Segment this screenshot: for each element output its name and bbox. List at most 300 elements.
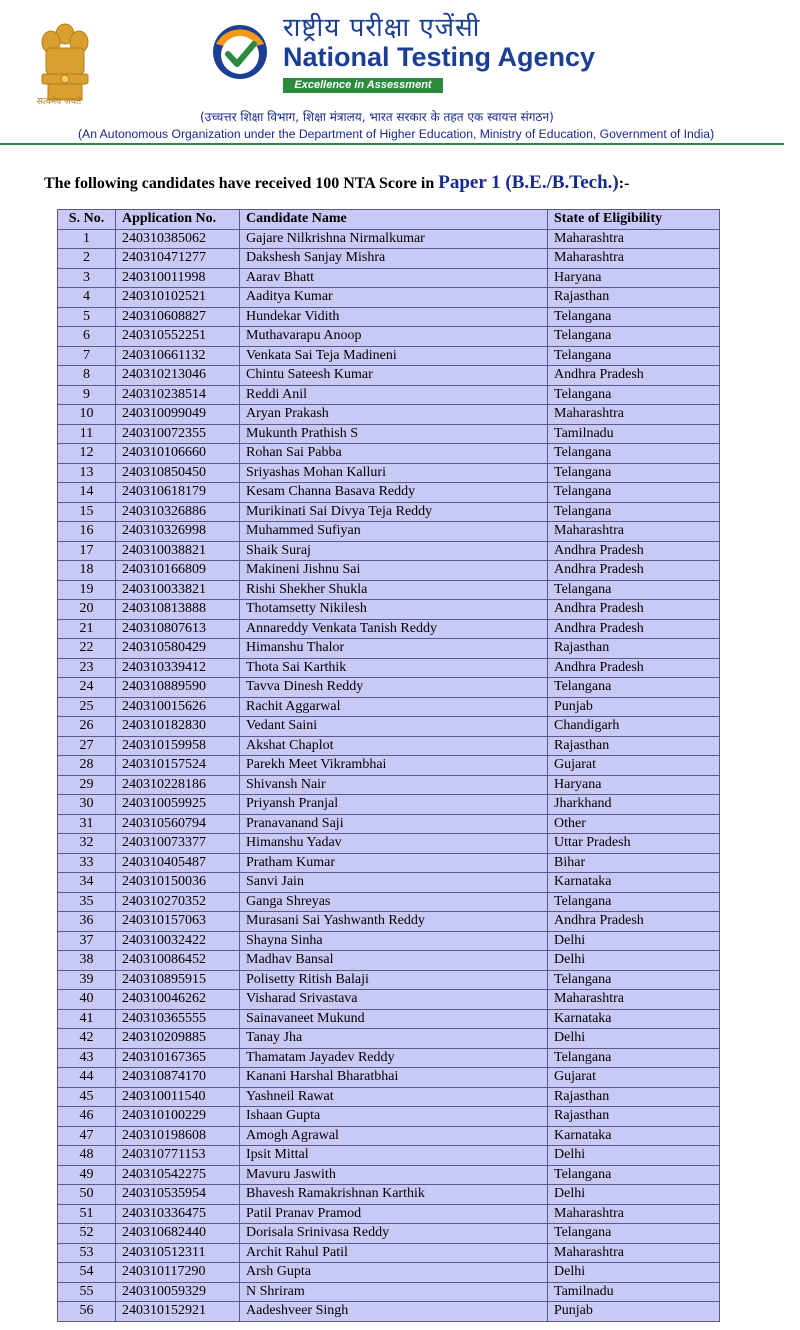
cell-state: Telangana [548, 327, 720, 347]
cell-application-no: 240310542275 [116, 1165, 240, 1185]
cell-application-no: 240310850450 [116, 463, 240, 483]
cell-sno: 31 [58, 814, 116, 834]
cell-state: Telangana [548, 307, 720, 327]
table-row [58, 1165, 720, 1185]
agency-name-english: National Testing Agency [283, 42, 596, 72]
cell-sno: 16 [58, 522, 116, 542]
table-row [58, 697, 720, 717]
table-row [58, 775, 720, 795]
cell-candidate-name: Himanshu Yadav [240, 834, 548, 854]
cell-state: Rajasthan [548, 288, 720, 308]
cell-sno: 51 [58, 1204, 116, 1224]
table-row [58, 951, 720, 971]
cell-application-no: 240310167365 [116, 1048, 240, 1068]
cell-candidate-name: Chintu Sateesh Kumar [240, 366, 548, 386]
cell-sno: 30 [58, 795, 116, 815]
cell-candidate-name: Kanani Harshal Bharatbhai [240, 1068, 548, 1088]
cell-application-no: 240310512311 [116, 1243, 240, 1263]
cell-sno: 42 [58, 1029, 116, 1049]
table-row [58, 1087, 720, 1107]
page-heading [44, 172, 784, 194]
cell-candidate-name: Dorisala Srinivasa Reddy [240, 1224, 548, 1244]
cell-candidate-name: Murikinati Sai Divya Teja Reddy [240, 502, 548, 522]
column-header-candidate-name: Candidate Name [240, 210, 548, 230]
cell-application-no: 240310073377 [116, 834, 240, 854]
cell-application-no: 240310159958 [116, 736, 240, 756]
cell-application-no: 240310771153 [116, 1146, 240, 1166]
table-row [58, 385, 720, 405]
cell-application-no: 240310033821 [116, 580, 240, 600]
cell-application-no: 240310152921 [116, 1302, 240, 1322]
cell-state: Telangana [548, 463, 720, 483]
table-row [58, 522, 720, 542]
cell-sno: 4 [58, 288, 116, 308]
cell-application-no: 240310238514 [116, 385, 240, 405]
cell-application-no: 240310552251 [116, 327, 240, 347]
cell-application-no: 240310618179 [116, 483, 240, 503]
cell-state: Andhra Pradesh [548, 619, 720, 639]
table-row [58, 1302, 720, 1322]
cell-state: Telangana [548, 892, 720, 912]
table-row [58, 892, 720, 912]
cell-application-no: 240310015626 [116, 697, 240, 717]
cell-candidate-name: Murasani Sai Yashwanth Reddy [240, 912, 548, 932]
cell-application-no: 240310336475 [116, 1204, 240, 1224]
cell-candidate-name: Patil Pranav Pramod [240, 1204, 548, 1224]
cell-candidate-name: Rohan Sai Pabba [240, 444, 548, 464]
cell-state: Telangana [548, 483, 720, 503]
cell-sno: 56 [58, 1302, 116, 1322]
cell-state: Telangana [548, 1224, 720, 1244]
table-body [58, 229, 720, 1321]
table-row [58, 249, 720, 269]
cell-sno: 21 [58, 619, 116, 639]
cell-sno: 54 [58, 1263, 116, 1283]
table-row [58, 658, 720, 678]
cell-application-no: 240310228186 [116, 775, 240, 795]
cell-state: Maharashtra [548, 405, 720, 425]
cell-application-no: 240310157063 [116, 912, 240, 932]
table-row [58, 268, 720, 288]
cell-sno: 20 [58, 600, 116, 620]
cell-candidate-name: Thamatam Jayadev Reddy [240, 1048, 548, 1068]
table-row [58, 873, 720, 893]
table-row [58, 1107, 720, 1127]
cell-candidate-name: Himanshu Thalor [240, 639, 548, 659]
cell-sno: 23 [58, 658, 116, 678]
cell-application-no: 240310807613 [116, 619, 240, 639]
table-row [58, 834, 720, 854]
cell-sno: 37 [58, 931, 116, 951]
cell-sno: 29 [58, 775, 116, 795]
cell-sno: 6 [58, 327, 116, 347]
table-row [58, 756, 720, 776]
cell-state: Telangana [548, 580, 720, 600]
cell-candidate-name: Aaditya Kumar [240, 288, 548, 308]
table-row [58, 1126, 720, 1146]
table-row [58, 1204, 720, 1224]
cell-candidate-name: Parekh Meet Vikrambhai [240, 756, 548, 776]
table-row [58, 1009, 720, 1029]
header-divider [0, 143, 784, 145]
cell-state: Chandigarh [548, 717, 720, 737]
cell-state: Gujarat [548, 1068, 720, 1088]
cell-state: Tamilnadu [548, 1282, 720, 1302]
cell-application-no: 240310100229 [116, 1107, 240, 1127]
table-row [58, 580, 720, 600]
column-header-application-no: Application No. [116, 210, 240, 230]
table-row [58, 795, 720, 815]
column-header-sno: S. No. [58, 210, 116, 230]
cell-candidate-name: Vedant Saini [240, 717, 548, 737]
agency-tagline: Excellence in Assessment [283, 78, 443, 93]
cell-candidate-name: Ganga Shreyas [240, 892, 548, 912]
cell-candidate-name: Shivansh Nair [240, 775, 548, 795]
table-row [58, 444, 720, 464]
cell-candidate-name: Amogh Agrawal [240, 1126, 548, 1146]
cell-application-no: 240310102521 [116, 288, 240, 308]
cell-sno: 17 [58, 541, 116, 561]
cell-state: Punjab [548, 697, 720, 717]
cell-candidate-name: Sriyashas Mohan Kalluri [240, 463, 548, 483]
cell-application-no: 240310560794 [116, 814, 240, 834]
cell-sno: 25 [58, 697, 116, 717]
cell-sno: 22 [58, 639, 116, 659]
table-row [58, 424, 720, 444]
cell-candidate-name: Venkata Sai Teja Madineni [240, 346, 548, 366]
table-row [58, 561, 720, 581]
cell-sno: 10 [58, 405, 116, 425]
cell-state: Maharashtra [548, 1243, 720, 1263]
table-row [58, 1029, 720, 1049]
cell-application-no: 240310166809 [116, 561, 240, 581]
table-row [58, 600, 720, 620]
cell-application-no: 240310580429 [116, 639, 240, 659]
cell-candidate-name: Rachit Aggarwal [240, 697, 548, 717]
cell-sno: 3 [58, 268, 116, 288]
table-row [58, 307, 720, 327]
cell-sno: 8 [58, 366, 116, 386]
cell-sno: 36 [58, 912, 116, 932]
cell-state: Delhi [548, 951, 720, 971]
cell-application-no: 240310326886 [116, 502, 240, 522]
table-row [58, 346, 720, 366]
cell-candidate-name: Makineni Jishnu Sai [240, 561, 548, 581]
cell-sno: 27 [58, 736, 116, 756]
cell-sno: 48 [58, 1146, 116, 1166]
cell-state: Delhi [548, 1185, 720, 1205]
cell-application-no: 240310385062 [116, 229, 240, 249]
cell-sno: 19 [58, 580, 116, 600]
cell-application-no: 240310182830 [116, 717, 240, 737]
table-row [58, 288, 720, 308]
table-row [58, 405, 720, 425]
cell-application-no: 240310535954 [116, 1185, 240, 1205]
cell-state: Maharashtra [548, 522, 720, 542]
cell-application-no: 240310198608 [116, 1126, 240, 1146]
cell-state: Maharashtra [548, 249, 720, 269]
cell-sno: 7 [58, 346, 116, 366]
cell-state: Telangana [548, 678, 720, 698]
cell-candidate-name: Arsh Gupta [240, 1263, 548, 1283]
cell-candidate-name: Yashneil Rawat [240, 1087, 548, 1107]
table-row [58, 1243, 720, 1263]
cell-application-no: 240310365555 [116, 1009, 240, 1029]
cell-candidate-name: Aarav Bhatt [240, 268, 548, 288]
table-row [58, 1185, 720, 1205]
cell-application-no: 240310682440 [116, 1224, 240, 1244]
cell-application-no: 240310150036 [116, 873, 240, 893]
cell-application-no: 240310059925 [116, 795, 240, 815]
cell-application-no: 240310661132 [116, 346, 240, 366]
cell-candidate-name: Akshat Chaplot [240, 736, 548, 756]
cell-candidate-name: Polisetty Ritish Balaji [240, 970, 548, 990]
cell-application-no: 240310106660 [116, 444, 240, 464]
cell-state: Other [548, 814, 720, 834]
cell-sno: 35 [58, 892, 116, 912]
cell-sno: 41 [58, 1009, 116, 1029]
cell-candidate-name: Shaik Suraj [240, 541, 548, 561]
cell-candidate-name: Sanvi Jain [240, 873, 548, 893]
cell-state: Punjab [548, 1302, 720, 1322]
cell-candidate-name: Archit Rahul Patil [240, 1243, 548, 1263]
cell-sno: 55 [58, 1282, 116, 1302]
cell-sno: 47 [58, 1126, 116, 1146]
cell-state: Tamilnadu [548, 424, 720, 444]
cell-state: Maharashtra [548, 229, 720, 249]
cell-state: Telangana [548, 346, 720, 366]
cell-candidate-name: Mukunth Prathish S [240, 424, 548, 444]
cell-sno: 28 [58, 756, 116, 776]
cell-application-no: 240310032422 [116, 931, 240, 951]
cell-state: Uttar Pradesh [548, 834, 720, 854]
cell-candidate-name: Madhav Bansal [240, 951, 548, 971]
cell-sno: 5 [58, 307, 116, 327]
cell-candidate-name: Thotamsetty Nikilesh [240, 600, 548, 620]
cell-sno: 26 [58, 717, 116, 737]
table-row [58, 970, 720, 990]
page-header [0, 0, 800, 150]
cell-candidate-name: Pranavanand Saji [240, 814, 548, 834]
cell-state: Telangana [548, 970, 720, 990]
cell-candidate-name: Ishaan Gupta [240, 1107, 548, 1127]
cell-application-no: 240310895915 [116, 970, 240, 990]
cell-sno: 14 [58, 483, 116, 503]
cell-sno: 49 [58, 1165, 116, 1185]
table-row [58, 1048, 720, 1068]
cell-state: Rajasthan [548, 639, 720, 659]
table-row [58, 678, 720, 698]
cell-state: Delhi [548, 1263, 720, 1283]
cell-application-no: 240310157524 [116, 756, 240, 776]
cell-sno: 34 [58, 873, 116, 893]
cell-application-no: 240310213046 [116, 366, 240, 386]
cell-application-no: 240310471277 [116, 249, 240, 269]
cell-sno: 2 [58, 249, 116, 269]
cell-state: Karnataka [548, 873, 720, 893]
cell-sno: 15 [58, 502, 116, 522]
table-row [58, 1068, 720, 1088]
cell-candidate-name: Annareddy Venkata Tanish Reddy [240, 619, 548, 639]
cell-state: Delhi [548, 1146, 720, 1166]
cell-candidate-name: Dakshesh Sanjay Mishra [240, 249, 548, 269]
cell-candidate-name: Hundekar Vidith [240, 307, 548, 327]
cell-state: Andhra Pradesh [548, 366, 720, 386]
table-row [58, 931, 720, 951]
cell-sno: 13 [58, 463, 116, 483]
cell-candidate-name: Sainavaneet Mukund [240, 1009, 548, 1029]
cell-application-no: 240310874170 [116, 1068, 240, 1088]
table-row [58, 912, 720, 932]
cell-application-no: 240310117290 [116, 1263, 240, 1283]
cell-candidate-name: Rishi Shekher Shukla [240, 580, 548, 600]
cell-sno: 43 [58, 1048, 116, 1068]
cell-application-no: 240310059329 [116, 1282, 240, 1302]
cell-candidate-name: Mavuru Jaswith [240, 1165, 548, 1185]
table-row [58, 1282, 720, 1302]
cell-application-no: 240310326998 [116, 522, 240, 542]
cell-sno: 50 [58, 1185, 116, 1205]
table-row [58, 463, 720, 483]
table-row [58, 619, 720, 639]
cell-state: Andhra Pradesh [548, 658, 720, 678]
table-row [58, 541, 720, 561]
cell-state: Karnataka [548, 1009, 720, 1029]
cell-sno: 45 [58, 1087, 116, 1107]
cell-candidate-name: Tanay Jha [240, 1029, 548, 1049]
cell-state: Telangana [548, 385, 720, 405]
cell-application-no: 240310099049 [116, 405, 240, 425]
cell-candidate-name: Bhavesh Ramakrishnan Karthik [240, 1185, 548, 1205]
heading-prefix: The following candidates have received 100 NTA Score in [44, 175, 439, 192]
cell-state: Rajasthan [548, 736, 720, 756]
cell-candidate-name: Thota Sai Karthik [240, 658, 548, 678]
table-row [58, 483, 720, 503]
table-row [58, 990, 720, 1010]
table-row [58, 1146, 720, 1166]
heading-suffix: :- [618, 175, 630, 192]
table-row [58, 639, 720, 659]
cell-application-no: 240310608827 [116, 307, 240, 327]
cell-state: Andhra Pradesh [548, 561, 720, 581]
cell-candidate-name: Tavva Dinesh Reddy [240, 678, 548, 698]
cell-state: Gujarat [548, 756, 720, 776]
emblem-motto: सत्यमेव जयते [36, 97, 82, 107]
cell-sno: 18 [58, 561, 116, 581]
cell-application-no: 240310038821 [116, 541, 240, 561]
table-row [58, 853, 720, 873]
cell-candidate-name: Muthavarapu Anoop [240, 327, 548, 347]
cell-state: Haryana [548, 268, 720, 288]
cell-application-no: 240310270352 [116, 892, 240, 912]
cell-sno: 32 [58, 834, 116, 854]
cell-sno: 39 [58, 970, 116, 990]
cell-state: Andhra Pradesh [548, 912, 720, 932]
column-header-state: State of Eligibility [548, 210, 720, 230]
heading-paper: Paper 1 (B.E./B.Tech.) [438, 172, 619, 193]
cell-state: Maharashtra [548, 990, 720, 1010]
subtitle-english: (An Autonomous Organization under the Department of Higher Education, Ministry of Education, Government of India) [78, 127, 715, 141]
cell-candidate-name: Aryan Prakash [240, 405, 548, 425]
table-row [58, 717, 720, 737]
cell-candidate-name: Reddi Anil [240, 385, 548, 405]
table-row [58, 229, 720, 249]
cell-sno: 33 [58, 853, 116, 873]
cell-application-no: 240310813888 [116, 600, 240, 620]
cell-state: Bihar [548, 853, 720, 873]
cell-application-no: 240310339412 [116, 658, 240, 678]
cell-application-no: 240310889590 [116, 678, 240, 698]
cell-state: Rajasthan [548, 1087, 720, 1107]
cell-state: Rajasthan [548, 1107, 720, 1127]
cell-sno: 46 [58, 1107, 116, 1127]
cell-sno: 24 [58, 678, 116, 698]
cell-candidate-name: Priyansh Pranjal [240, 795, 548, 815]
cell-state: Andhra Pradesh [548, 541, 720, 561]
cell-state: Karnataka [548, 1126, 720, 1146]
cell-application-no: 240310046262 [116, 990, 240, 1010]
cell-state: Telangana [548, 444, 720, 464]
table-row [58, 1263, 720, 1283]
cell-candidate-name: Visharad Srivastava [240, 990, 548, 1010]
cell-sno: 38 [58, 951, 116, 971]
cell-state: Maharashtra [548, 1204, 720, 1224]
results-table-container [57, 209, 719, 1322]
cell-state: Haryana [548, 775, 720, 795]
cell-sno: 11 [58, 424, 116, 444]
cell-candidate-name: Pratham Kumar [240, 853, 548, 873]
table-row [58, 502, 720, 522]
agency-name-hindi: राष्ट्रीय परीक्षा एजेंसी [283, 13, 481, 43]
cell-sno: 1 [58, 229, 116, 249]
cell-candidate-name: Ipsit Mittal [240, 1146, 548, 1166]
table-row [58, 736, 720, 756]
cell-sno: 44 [58, 1068, 116, 1088]
cell-state: Delhi [548, 931, 720, 951]
cell-application-no: 240310011540 [116, 1087, 240, 1107]
cell-candidate-name: Gajare Nilkrishna Nirmalkumar [240, 229, 548, 249]
cell-state: Delhi [548, 1029, 720, 1049]
table-row [58, 366, 720, 386]
cell-application-no: 240310072355 [116, 424, 240, 444]
cell-candidate-name: Shayna Sinha [240, 931, 548, 951]
cell-candidate-name: Muhammed Sufiyan [240, 522, 548, 542]
cell-sno: 40 [58, 990, 116, 1010]
cell-application-no: 240310405487 [116, 853, 240, 873]
cell-candidate-name: Kesam Channa Basava Reddy [240, 483, 548, 503]
cell-sno: 52 [58, 1224, 116, 1244]
table-row [58, 1224, 720, 1244]
table-row [58, 814, 720, 834]
cell-candidate-name: Aadeshveer Singh [240, 1302, 548, 1322]
cell-state: Andhra Pradesh [548, 600, 720, 620]
cell-application-no: 240310086452 [116, 951, 240, 971]
cell-state: Telangana [548, 1165, 720, 1185]
table-row [58, 327, 720, 347]
cell-application-no: 240310209885 [116, 1029, 240, 1049]
cell-sno: 12 [58, 444, 116, 464]
subtitle-hindi: (उच्चत्तर शिक्षा विभाग, शिक्षा मंत्रालय, भारत सरकार के तहत एक स्वायत्त संगठन) [200, 110, 554, 124]
cell-candidate-name: N Shriram [240, 1282, 548, 1302]
cell-sno: 9 [58, 385, 116, 405]
cell-state: Telangana [548, 502, 720, 522]
results-table [57, 209, 720, 1322]
table-header-row [58, 210, 720, 230]
cell-sno: 53 [58, 1243, 116, 1263]
cell-state: Jharkhand [548, 795, 720, 815]
cell-application-no: 240310011998 [116, 268, 240, 288]
cell-state: Telangana [548, 1048, 720, 1068]
